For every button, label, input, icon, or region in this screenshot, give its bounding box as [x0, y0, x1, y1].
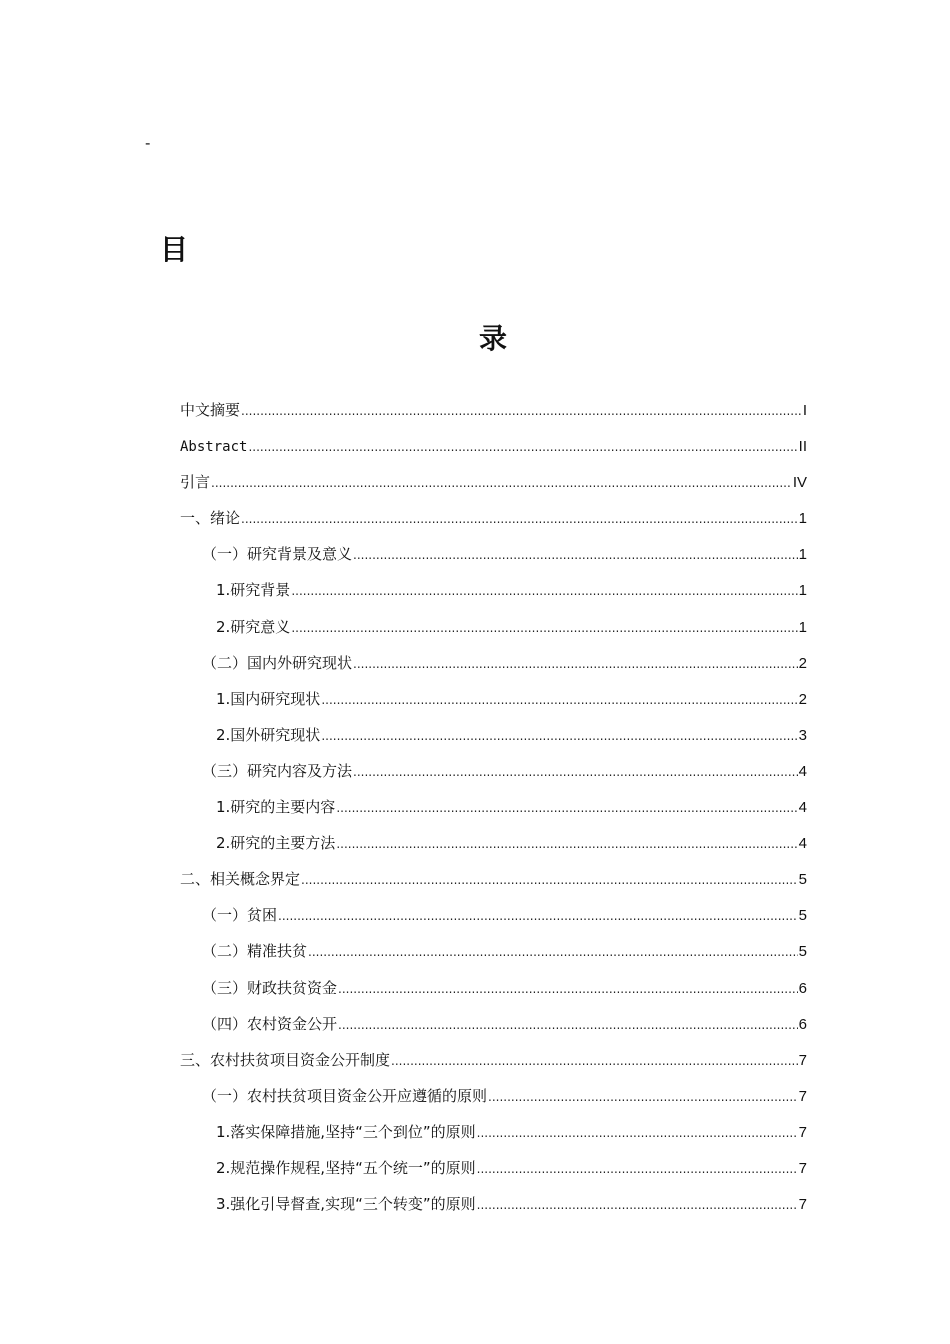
toc-entry-label: （一）农村扶贫项目资金公开应遵循的原则 — [202, 1086, 488, 1105]
toc-dot-leader — [291, 609, 797, 646]
toc-entry-page-number: 5 — [798, 943, 807, 961]
toc-entry-label: 一、绪论 — [180, 509, 241, 528]
toc-entry-page-number: 7 — [798, 1087, 807, 1105]
toc-dot-leader — [248, 428, 797, 465]
toc-entry-label: 中文摘要 — [180, 401, 241, 419]
toc-entry[interactable] — [180, 789, 807, 825]
toc-entry[interactable] — [180, 464, 807, 500]
toc-entry[interactable] — [180, 825, 807, 861]
toc-dot-leader — [321, 717, 797, 754]
toc-entry[interactable] — [180, 500, 807, 536]
toc-dot-leader — [211, 464, 792, 501]
toc-dot-leader — [241, 392, 802, 429]
toc-entry-page-number: 4 — [798, 799, 807, 817]
toc-entry-label: 3.强化引导督查,实现“三个转变”的原则 — [216, 1195, 476, 1214]
toc-entry-page-number: 6 — [798, 979, 807, 997]
toc-entry-page-number: 7 — [798, 1051, 807, 1069]
toc-entry-label: （二）精准扶贫 — [202, 942, 308, 961]
toc-entry-page-number: 2 — [798, 654, 807, 672]
toc-entry-label: （三）研究内容及方法 — [202, 761, 353, 780]
toc-entry-label: 引言 — [180, 473, 211, 492]
toc-entry-page-number: II — [798, 438, 807, 456]
toc-entry-label: 1.研究背景 — [216, 581, 291, 600]
toc-entry-page-number: 1 — [798, 510, 807, 528]
toc-dot-leader — [353, 536, 798, 573]
toc-title-part1: 目 — [160, 233, 189, 266]
toc-entry[interactable] — [180, 1114, 807, 1150]
toc-entry-label: （一）贫困 — [202, 906, 278, 925]
toc-dot-leader — [338, 970, 798, 1007]
toc-entry-page-number: 7 — [798, 1123, 807, 1141]
toc-entry-label: 2.研究意义 — [216, 617, 291, 636]
toc-dot-leader — [308, 933, 798, 970]
toc-entry[interactable] — [180, 933, 807, 969]
toc-dot-leader — [353, 645, 798, 682]
toc-entry[interactable] — [180, 753, 807, 789]
toc-entry[interactable] — [180, 428, 807, 464]
toc-entry-page-number: 6 — [798, 1015, 807, 1033]
toc-entry-label: （三）财政扶贫资金 — [202, 978, 338, 997]
toc-entry[interactable] — [180, 717, 807, 753]
toc-dot-leader — [291, 572, 797, 609]
toc-entry-label: （二）国内外研究现状 — [202, 653, 353, 672]
toc-entry-label: 1.落实保障措施,坚持“三个到位”的原则 — [216, 1122, 476, 1141]
toc-entry[interactable] — [180, 897, 807, 933]
toc-entry-page-number: 5 — [798, 871, 807, 889]
toc-entry[interactable] — [180, 1150, 807, 1186]
toc-dot-leader — [391, 1042, 798, 1079]
toc-dot-leader — [477, 1114, 798, 1151]
toc-entry-page-number: 1 — [798, 546, 807, 564]
toc-title-part2: 录 — [479, 322, 508, 355]
toc-entry-page-number: 1 — [798, 618, 807, 636]
toc-entry-label: 1.国内研究现状 — [216, 689, 321, 708]
toc-entry-page-number: 3 — [798, 726, 807, 744]
toc-entry-label: （四）农村资金公开 — [202, 1014, 338, 1033]
toc-entry[interactable] — [180, 536, 807, 572]
toc-entry[interactable] — [180, 1006, 807, 1042]
toc-entry-label: 2.研究的主要方法 — [216, 834, 336, 853]
toc-entry-label: （一）研究背景及意义 — [202, 545, 353, 564]
toc-entry[interactable] — [180, 572, 807, 608]
toc-dot-leader — [477, 1150, 798, 1187]
toc-entry-page-number: 7 — [798, 1159, 807, 1177]
toc-dot-leader — [241, 500, 798, 537]
toc-entry-page-number: I — [802, 402, 807, 419]
toc-entry[interactable] — [180, 681, 807, 717]
toc-entry-label: 2.规范操作规程,坚持“五个统一”的原则 — [216, 1158, 476, 1177]
toc-entry-page-number: 2 — [798, 690, 807, 708]
toc-entry[interactable] — [180, 1186, 807, 1222]
toc-entry[interactable] — [180, 1042, 807, 1078]
toc-entry[interactable] — [180, 645, 807, 681]
toc-entry[interactable] — [180, 861, 807, 897]
toc-dot-leader — [301, 861, 798, 898]
toc-dot-leader — [488, 1078, 798, 1115]
table-of-contents — [180, 392, 807, 1222]
toc-entry[interactable] — [180, 609, 807, 645]
toc-dot-leader — [336, 789, 797, 826]
toc-entry-label: Abstract — [180, 439, 248, 456]
toc-dot-leader — [338, 1006, 798, 1043]
toc-entry-page-number: 5 — [798, 907, 807, 925]
toc-entry-page-number: 4 — [798, 762, 807, 780]
toc-dot-leader — [353, 753, 798, 790]
header-dash: - — [145, 134, 151, 152]
toc-dot-leader — [278, 897, 798, 934]
toc-entry-label: 二、相关概念界定 — [180, 870, 301, 889]
toc-dot-leader — [321, 681, 797, 718]
toc-entry-page-number: 4 — [798, 835, 807, 853]
toc-dot-leader — [336, 825, 797, 862]
toc-entry-page-number: 7 — [798, 1196, 807, 1214]
toc-entry[interactable] — [180, 1078, 807, 1114]
toc-entry-page-number: 1 — [798, 582, 807, 600]
toc-entry[interactable] — [180, 392, 807, 428]
toc-entry-label: 2.国外研究现状 — [216, 725, 321, 744]
toc-entry[interactable] — [180, 970, 807, 1006]
toc-entry-label: 1.研究的主要内容 — [216, 798, 336, 817]
toc-entry-page-number: IV — [792, 474, 807, 492]
toc-dot-leader — [477, 1186, 798, 1223]
toc-entry-label: 三、农村扶贫项目资金公开制度 — [180, 1050, 391, 1069]
